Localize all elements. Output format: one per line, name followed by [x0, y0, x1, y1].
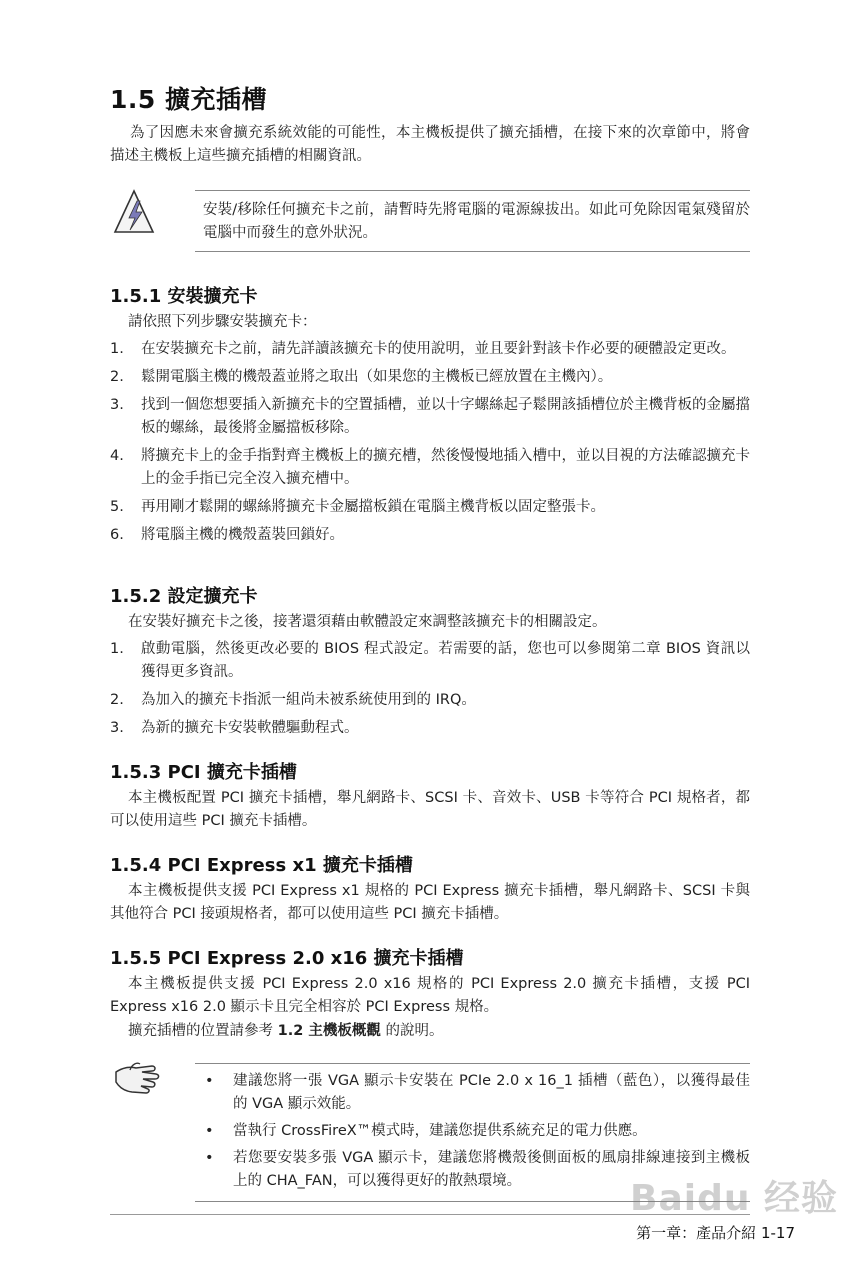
section-intro: 為了因應未來會擴充系統效能的可能性，本主機板提供了擴充插槽，在接下來的次章節中，將會描述主機板上這些擴充插槽的相關資訊。 — [110, 125, 750, 164]
warning-text: 安裝/移除任何擴充卡之前，請暫時先將電腦的電源線拔出。如此可免除因電氣殘留於電腦中而發生的意外狀況。 — [203, 202, 750, 241]
list-item: • 建議您將一張 VGA 顯示卡安裝在 PCIe 2.0 x 16_1 插槽（藍色），以獲得最佳的 VGA 顯示效能。 — [205, 1073, 750, 1112]
warning-note — [195, 190, 750, 252]
pcie-x1-text: 本主機板提供支援 PCI Express x1 規格的 PCI Express 擴充卡插槽，舉凡網路卡、SCSI 卡與其他符合 PCI 接頭規格者，都可以使用這些 PCI 擴充卡插槽。 — [110, 883, 750, 922]
footer-chapter: 第一章：產品介紹 — [636, 1224, 757, 1242]
subsection-title-install: 1.5.1 安裝擴充卡 — [110, 286, 258, 307]
reference-link-text: 1.2 主機板概觀 — [277, 1023, 381, 1039]
subsection-title-pcie-x1: 1.5.4 PCI Express x1 擴充卡插槽 — [110, 855, 413, 876]
list-item: 6. 將電腦主機的機殼蓋裝回鎖好。 — [110, 527, 344, 543]
install-intro: 請依照下列步驟安裝擴充卡： — [128, 314, 317, 330]
list-item: • 若您要安裝多張 VGA 顯示卡，建議您將機殼後側面板的風扇排線連接到主機板上的 CHA_FAN，可以獲得更好的散熱環境。 — [205, 1150, 750, 1189]
configure-steps-list — [110, 638, 750, 745]
pci-text: 本主機板配置 PCI 擴充卡插槽，舉凡網路卡、SCSI 卡、音效卡、USB 卡等符合 PCI 規格者，都可以使用這些 PCI 擴充卡插槽。 — [110, 790, 750, 829]
section-title: 1.5 擴充插槽 — [110, 85, 267, 114]
slot-location-reference: 擴充插槽的位置請參考 1.2 主機板概觀 的說明。 — [128, 1023, 444, 1039]
warning-icon — [112, 188, 156, 242]
configure-intro: 在安裝好擴充卡之後，接著還須藉由軟體設定來調整該擴充卡的相關設定。 — [128, 614, 607, 630]
list-item: 3. 為新的擴充卡安裝軟體驅動程式。 — [110, 720, 359, 736]
pcie-x16-text: 本主機板提供支援 PCI Express 2.0 x16 規格的 PCI Express 2.0 擴充卡插槽，支援 PCI Express x16 2.0 顯示卡且完全相容於 PCI Express 規格。 — [110, 976, 750, 1015]
baidu-watermark: Baidu 经验 — [630, 1178, 839, 1219]
list-item: 2. 鬆開電腦主機的機殼蓋並將之取出（如果您的主機板已經放置在主機內）。 — [110, 369, 613, 385]
subsection-title-pci: 1.5.3 PCI 擴充卡插槽 — [110, 762, 297, 783]
footer-page-number: 1-17 — [760, 1224, 795, 1242]
list-item: 2. 為加入的擴充卡指派一組尚未被系統使用到的 IRQ。 — [110, 692, 476, 708]
list-item: 3. 找到一個您想要插入新擴充卡的空置插槽，並以十字螺絲起子鬆開該插槽位於主機背板的金屬擋板的螺絲，最後將金屬擋板移除。 — [110, 397, 750, 436]
page-footer — [636, 1222, 795, 1243]
list-item: • 當執行 CrossFireX™模式時，建議您提供系統充足的電力供應。 — [205, 1123, 647, 1139]
install-steps-list — [110, 338, 750, 552]
subsection-title-pcie-x16: 1.5.5 PCI Express 2.0 x16 擴充卡插槽 — [110, 948, 464, 969]
list-item: 1. 在安裝擴充卡之前，請先詳讀該擴充卡的使用說明，並且要針對該卡作必要的硬體設定更改。 — [110, 341, 736, 357]
list-item: 5. 再用剛才鬆開的螺絲將擴充卡金屬擋板鎖在電腦主機背板以固定整張卡。 — [110, 499, 605, 515]
note-hand-icon — [112, 1058, 164, 1102]
list-item: 1. 啟動電腦，然後更改必要的 BIOS 程式設定。若需要的話，您也可以參閱第二章 BIOS 資訊以獲得更多資訊。 — [110, 641, 750, 680]
list-item: 4. 將擴充卡上的金手指對齊主機板上的擴充槽，然後慢慢地插入槽中，並以目視的方法確認擴充卡上的金手指已完全沒入擴充槽中。 — [110, 448, 750, 487]
subsection-title-configure: 1.5.2 設定擴充卡 — [110, 586, 258, 607]
